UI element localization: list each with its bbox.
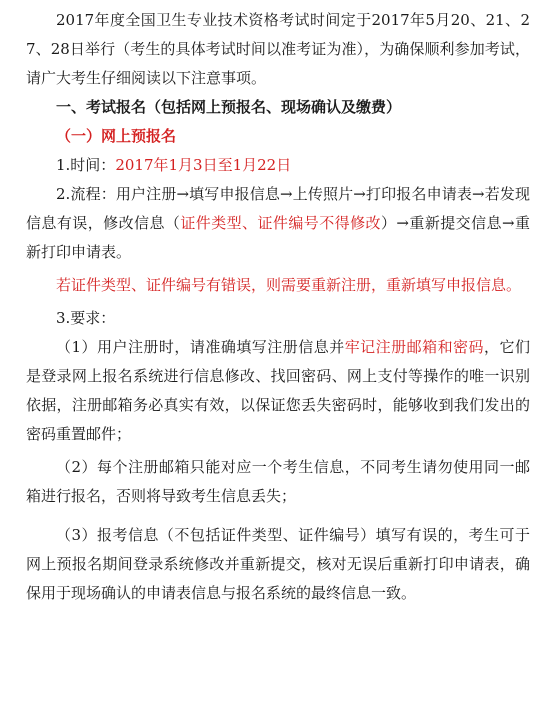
req1-text-b: ，它们是登录网上报名系统进行信息修改、找回密码、网上支付等操作的唯一识别依据，注册邮箱务必真实有效，以保证您丢失密码时，能够收到我们发出的密码重置邮件； — [26, 338, 530, 443]
requirements-label: 3.要求： — [56, 309, 116, 327]
requirement-2: （2）每个注册邮箱只能对应一个考生信息，不同考生请勿使用同一邮箱进行报名，否则将导致考生信息丢失； — [26, 458, 530, 505]
time-label: 1.时间： — [56, 156, 116, 174]
flow-text-red: 证件类型、证件编号不得修改 — [180, 214, 381, 232]
time-value: 2017年1月3日至1月22日 — [115, 156, 292, 174]
warning-paragraph: 若证件类型、证件编号有错误，则需要重新注册，重新填写申报信息。 — [56, 276, 522, 294]
flow-text-a: 用户注册→填写申报信息→上传照片→打印报名申请表→若发现信息有误，修改信息（ — [26, 185, 531, 232]
flow-text-b: ）→重新提交信息→重新打印申请表。 — [26, 214, 530, 261]
intro-paragraph: 2017年度全国卫生专业技术资格考试时间定于2017年5月20、21、27、28日举行（考生的具体考试时间以准考证为准），为确保顺利参加考试，请广大考生仔细阅读以下注意事项。 — [26, 11, 530, 87]
section-1-title: 一、考试报名（包括网上预报名、现场确认及缴费） — [56, 98, 402, 116]
req1-text-a: （1）用户注册时，请准确填写注册信息并 — [56, 338, 345, 356]
requirement-3: （3）报考信息（不包括证件类型、证件编号）填写有误的，考生可于网上预报名期间登录系统修改并重新提交，核对无误后重新打印申请表，确保用于现场确认的申请表信息与报名系统的最终信息一致。 — [26, 526, 530, 602]
subsection-1-title: （一）网上预报名 — [56, 127, 177, 145]
flow-label: 2.流程： — [56, 185, 116, 203]
requirement-1 — [26, 333, 530, 449]
time-line — [26, 151, 530, 180]
req1-text-red: 牢记注册邮箱和密码 — [344, 338, 485, 356]
flow-paragraph — [26, 180, 530, 267]
